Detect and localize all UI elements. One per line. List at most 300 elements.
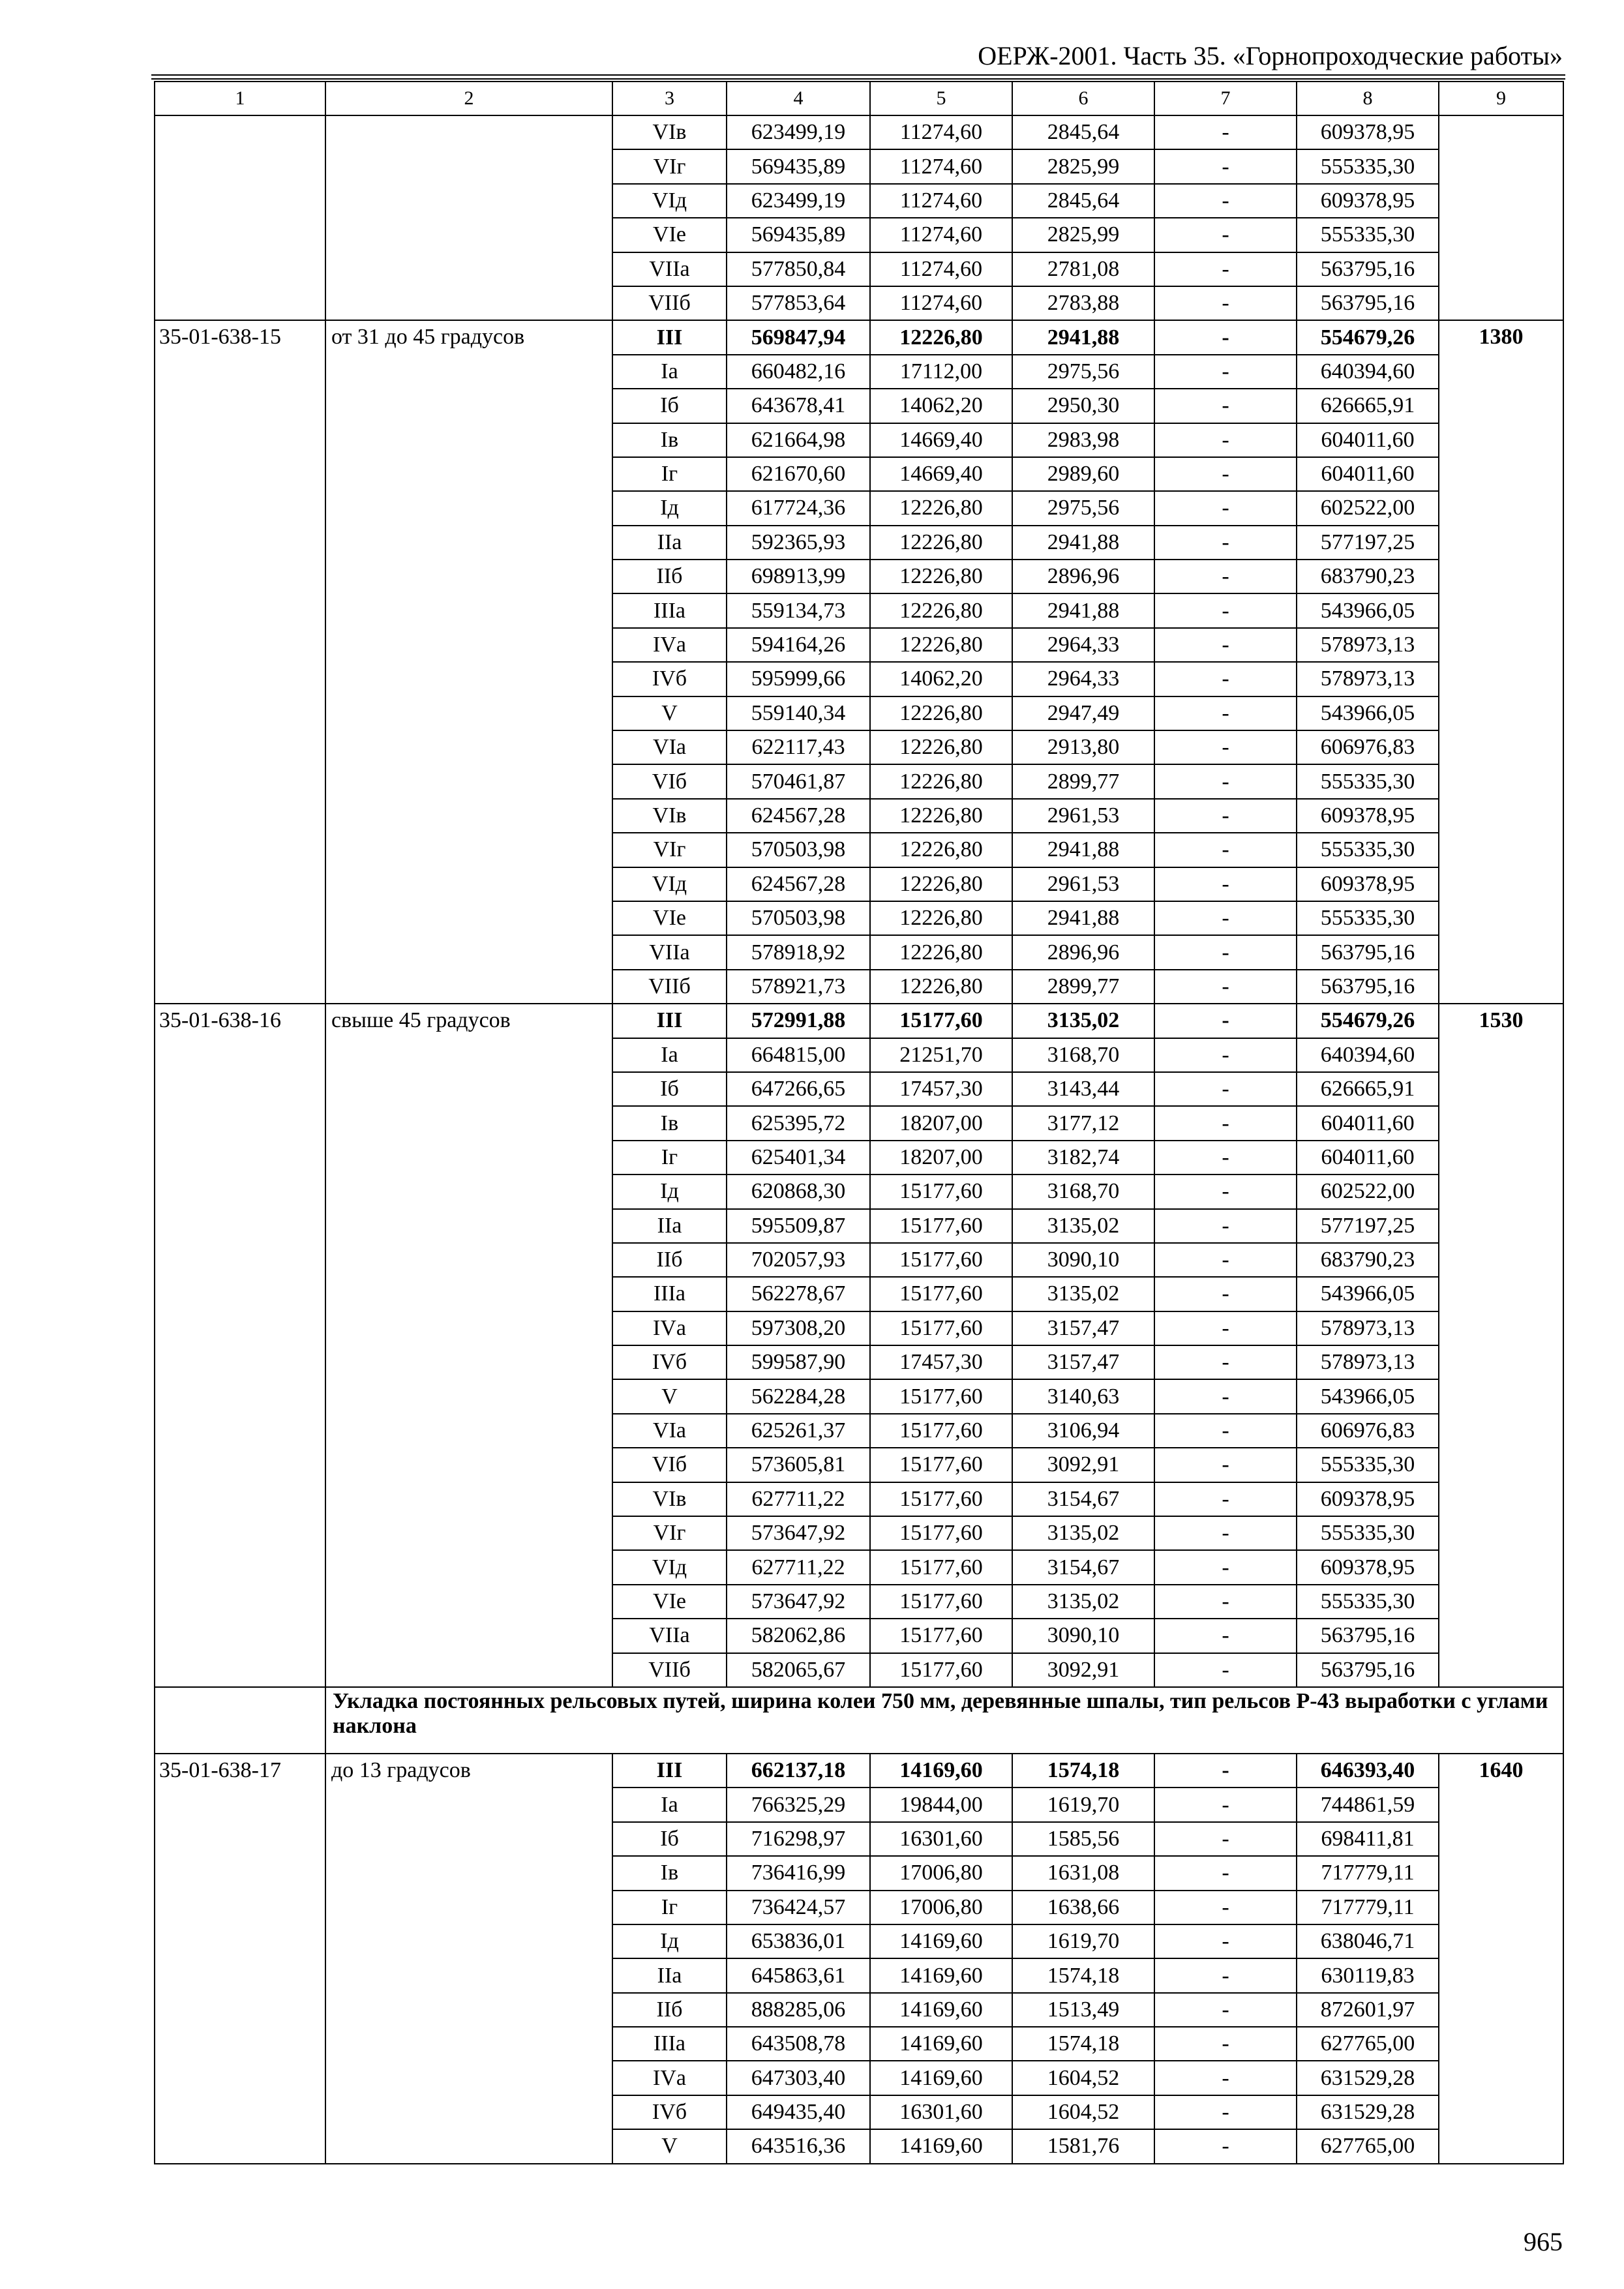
table-row [155,1004,1563,1038]
cost-category: IIа [612,1209,727,1243]
direct-costs: 562278,67 [727,1277,870,1311]
machine-operation: 3154,67 [1012,1482,1154,1516]
operator-wages: - [1154,799,1297,833]
operator-wages: - [1154,149,1297,183]
column-number: 4 [727,82,870,115]
operator-wages: - [1154,2027,1297,2061]
machine-operation: 2947,49 [1012,696,1154,730]
cost-category: Iг [612,1141,727,1174]
direct-costs: 736416,99 [727,1856,870,1890]
materials: 555335,30 [1297,764,1439,798]
labor-wages: 12226,80 [870,764,1012,798]
direct-costs: 573605,81 [727,1448,870,1482]
direct-costs: 622117,43 [727,730,870,764]
operator-wages: - [1154,1277,1297,1311]
cost-category: VIв [612,799,727,833]
cost-category: Iд [612,1174,727,1208]
operator-wages: - [1154,423,1297,457]
section-spacer-cell [155,1687,325,1754]
materials: 578973,13 [1297,628,1439,662]
page-header-title: ОЕРЖ-2001. Часть 35. «Горнопроходческие работы» [978,41,1563,70]
cost-category: III [612,1004,727,1038]
materials: 563795,16 [1297,252,1439,286]
rate-code: 35-01-638-17 [155,1754,325,2164]
labor-wages: 11274,60 [870,252,1012,286]
machine-operation: 2975,56 [1012,491,1154,525]
materials: 717779,11 [1297,1856,1439,1890]
operator-wages: - [1154,696,1297,730]
labor-wages: 14169,60 [870,2061,1012,2095]
cost-category: Iд [612,491,727,525]
labor-wages: 14669,40 [870,423,1012,457]
operator-wages: - [1154,218,1297,252]
machine-operation: 2941,88 [1012,526,1154,560]
direct-costs: 559140,34 [727,696,870,730]
labor-wages: 18207,00 [870,1141,1012,1174]
materials: 578973,13 [1297,1345,1439,1379]
cost-category: IVб [612,2095,727,2129]
operator-wages: - [1154,1653,1297,1687]
operator-wages: - [1154,970,1297,1004]
labor-wages: 14169,60 [870,1924,1012,1958]
operator-wages: - [1154,115,1297,149]
labor-wages: 14669,40 [870,457,1012,491]
machine-operation: 1619,70 [1012,1924,1154,1958]
direct-costs: 627711,22 [727,1550,870,1584]
materials: 609378,95 [1297,799,1439,833]
direct-costs: 594164,26 [727,628,870,662]
machine-operation: 2825,99 [1012,218,1154,252]
machine-operation: 3135,02 [1012,1004,1154,1038]
column-number: 1 [155,82,325,115]
materials: 604011,60 [1297,423,1439,457]
labor-wages: 12226,80 [870,593,1012,627]
direct-costs: 570503,98 [727,901,870,935]
machine-operation: 2896,96 [1012,560,1154,593]
direct-costs: 698913,99 [727,560,870,593]
cost-category: VIд [612,184,727,218]
machine-operation: 3135,02 [1012,1516,1154,1550]
column-number-row [155,82,1563,115]
cost-category: V [612,1379,727,1413]
column-number: 2 [325,82,612,115]
labor-hours: 1640 [1439,1754,1563,2164]
machine-operation: 1585,56 [1012,1822,1154,1856]
machine-operation: 3135,02 [1012,1585,1154,1619]
cost-category: Iд [612,1924,727,1958]
labor-hours: 1380 [1439,320,1563,1004]
machine-operation: 3090,10 [1012,1619,1154,1653]
machine-operation: 2941,88 [1012,593,1154,627]
cost-category: VIе [612,1585,727,1619]
labor-wages: 15177,60 [870,1379,1012,1413]
materials: 683790,23 [1297,560,1439,593]
machine-operation: 1513,49 [1012,1993,1154,2027]
rate-description: свыше 45 градусов [325,1004,612,1687]
operator-wages: - [1154,355,1297,389]
materials: 627765,00 [1297,2027,1439,2061]
operator-wages: - [1154,1822,1297,1856]
materials: 602522,00 [1297,491,1439,525]
section-heading-row [155,1687,1563,1754]
cost-category: VIIб [612,970,727,1004]
materials: 602522,00 [1297,1174,1439,1208]
materials: 631529,28 [1297,2061,1439,2095]
labor-wages: 14169,60 [870,2129,1012,2163]
direct-costs: 647266,65 [727,1072,870,1106]
direct-costs: 649435,40 [727,2095,870,2129]
operator-wages: - [1154,867,1297,901]
machine-operation: 2825,99 [1012,149,1154,183]
operator-wages: - [1154,184,1297,218]
direct-costs: 624567,28 [727,867,870,901]
operator-wages: - [1154,2095,1297,2129]
direct-costs: 570461,87 [727,764,870,798]
operator-wages: - [1154,1311,1297,1345]
cost-category: IIб [612,1243,727,1277]
cost-category: Iг [612,1891,727,1924]
labor-hours: 1530 [1439,1004,1563,1687]
operator-wages: - [1154,1993,1297,2027]
materials: 627765,00 [1297,2129,1439,2163]
cost-category: Iа [612,355,727,389]
cost-category: IVа [612,2061,727,2095]
materials: 577197,25 [1297,526,1439,560]
labor-wages: 15177,60 [870,1516,1012,1550]
labor-wages: 17112,00 [870,355,1012,389]
direct-costs: 577853,64 [727,286,870,320]
materials: 631529,28 [1297,2095,1439,2129]
machine-operation: 3177,12 [1012,1106,1154,1140]
page-number: 965 [1524,2227,1563,2256]
column-number: 3 [612,82,727,115]
table-row [155,115,1563,149]
machine-operation: 1581,76 [1012,2129,1154,2163]
operator-wages: - [1154,1106,1297,1140]
labor-wages: 15177,60 [870,1653,1012,1687]
operator-wages: - [1154,1924,1297,1958]
direct-costs: 569435,89 [727,218,870,252]
direct-costs: 623499,19 [727,115,870,149]
section-heading: Укладка постоянных рельсовых путей, ширина колеи 750 мм, деревянные шпалы, тип рельсов Р-43 выработки с углами наклона [325,1687,1563,1754]
machine-operation: 1604,52 [1012,2095,1154,2129]
direct-costs: 595999,66 [727,662,870,696]
materials: 555335,30 [1297,149,1439,183]
machine-operation: 1619,70 [1012,1788,1154,1821]
materials: 543966,05 [1297,1379,1439,1413]
cost-category: Iб [612,1822,727,1856]
cost-category: Iв [612,1856,727,1890]
direct-costs: 888285,06 [727,1993,870,2027]
rates-table-body [155,82,1563,2164]
labor-wages: 15177,60 [870,1585,1012,1619]
column-number: 7 [1154,82,1297,115]
labor-wages: 16301,60 [870,2095,1012,2129]
cost-category: Iа [612,1788,727,1821]
rate-description: от 31 до 45 градусов [325,320,612,1004]
operator-wages: - [1154,1448,1297,1482]
labor-wages: 12226,80 [870,560,1012,593]
operator-wages: - [1154,1174,1297,1208]
cost-category: Iв [612,423,727,457]
cost-category: IIIа [612,1277,727,1311]
direct-costs: 578921,73 [727,970,870,1004]
direct-costs: 562284,28 [727,1379,870,1413]
direct-costs: 617724,36 [727,491,870,525]
materials: 604011,60 [1297,1141,1439,1174]
direct-costs: 595509,87 [727,1209,870,1243]
direct-costs: 627711,22 [727,1482,870,1516]
labor-wages: 16301,60 [870,1822,1012,1856]
labor-wages: 15177,60 [870,1448,1012,1482]
labor-wages: 12226,80 [870,901,1012,935]
labor-wages: 14062,20 [870,389,1012,423]
header-rule [151,74,1565,76]
operator-wages: - [1154,1072,1297,1106]
operator-wages: - [1154,764,1297,798]
labor-wages: 12226,80 [870,799,1012,833]
cost-category: IVб [612,662,727,696]
cost-category: VIг [612,833,727,867]
cost-category: V [612,2129,727,2163]
machine-operation: 2961,53 [1012,799,1154,833]
materials: 563795,16 [1297,970,1439,1004]
column-number: 5 [870,82,1012,115]
direct-costs: 736424,57 [727,1891,870,1924]
cost-category: VIд [612,1550,727,1584]
direct-costs: 569435,89 [727,149,870,183]
operator-wages: - [1154,935,1297,969]
operator-wages: - [1154,526,1297,560]
operator-wages: - [1154,1038,1297,1072]
machine-operation: 1574,18 [1012,1958,1154,1992]
machine-operation: 2899,77 [1012,970,1154,1004]
cost-category: VIг [612,149,727,183]
operator-wages: - [1154,1585,1297,1619]
materials: 626665,91 [1297,1072,1439,1106]
cost-category: VIа [612,1414,727,1448]
direct-costs: 766325,29 [727,1788,870,1821]
cost-category: IIб [612,560,727,593]
operator-wages: - [1154,1243,1297,1277]
operator-wages: - [1154,593,1297,627]
cost-category: III [612,1754,727,1788]
cost-category: IVб [612,1345,727,1379]
cost-category: IVа [612,628,727,662]
materials: 609378,95 [1297,1482,1439,1516]
cost-category: VIв [612,115,727,149]
labor-wages: 12226,80 [870,833,1012,867]
materials: 604011,60 [1297,457,1439,491]
labor-wages: 12226,80 [870,696,1012,730]
machine-operation: 2950,30 [1012,389,1154,423]
machine-operation: 3135,02 [1012,1209,1154,1243]
machine-operation: 3092,91 [1012,1448,1154,1482]
operator-wages: - [1154,1414,1297,1448]
labor-wages: 11274,60 [870,218,1012,252]
direct-costs: 582062,86 [727,1619,870,1653]
operator-wages: - [1154,252,1297,286]
operator-wages: - [1154,901,1297,935]
rate-code: 35-01-638-15 [155,320,325,1004]
materials: 744861,59 [1297,1788,1439,1821]
rates-table [154,81,1564,2164]
direct-costs: 599587,90 [727,1345,870,1379]
labor-wages: 15177,60 [870,1243,1012,1277]
labor-wages: 15177,60 [870,1311,1012,1345]
operator-wages: - [1154,628,1297,662]
machine-operation: 2964,33 [1012,628,1154,662]
direct-costs: 643508,78 [727,2027,870,2061]
operator-wages: - [1154,1482,1297,1516]
operator-wages: - [1154,1379,1297,1413]
materials: 606976,83 [1297,730,1439,764]
machine-operation: 2975,56 [1012,355,1154,389]
labor-wages: 14169,60 [870,1993,1012,2027]
materials: 543966,05 [1297,1277,1439,1311]
machine-operation: 3157,47 [1012,1311,1154,1345]
labor-wages: 11274,60 [870,286,1012,320]
column-number: 6 [1012,82,1154,115]
cost-category: V [612,696,727,730]
labor-wages: 15177,60 [870,1619,1012,1653]
labor-wages: 19844,00 [870,1788,1012,1821]
materials: 604011,60 [1297,1106,1439,1140]
operator-wages: - [1154,1209,1297,1243]
labor-wages: 14169,60 [870,1958,1012,1992]
operator-wages: - [1154,1891,1297,1924]
operator-wages: - [1154,560,1297,593]
direct-costs: 573647,92 [727,1516,870,1550]
materials: 638046,71 [1297,1924,1439,1958]
materials: 609378,95 [1297,115,1439,149]
cost-category: VIIа [612,252,727,286]
direct-costs: 577850,84 [727,252,870,286]
direct-costs: 592365,93 [727,526,870,560]
labor-wages: 12226,80 [870,935,1012,969]
cost-category: Iа [612,1038,727,1072]
direct-costs: 625401,34 [727,1141,870,1174]
labor-wages: 17457,30 [870,1345,1012,1379]
rate-description [325,115,612,320]
direct-costs: 624567,28 [727,799,870,833]
machine-operation: 2781,08 [1012,252,1154,286]
materials: 563795,16 [1297,1619,1439,1653]
labor-wages: 12226,80 [870,320,1012,354]
rate-code [155,115,325,320]
direct-costs: 625261,37 [727,1414,870,1448]
machine-operation: 3135,02 [1012,1277,1154,1311]
machine-operation: 3143,44 [1012,1072,1154,1106]
cost-category: VIд [612,867,727,901]
operator-wages: - [1154,1141,1297,1174]
materials: 698411,81 [1297,1822,1439,1856]
direct-costs: 625395,72 [727,1106,870,1140]
labor-wages: 12226,80 [870,730,1012,764]
machine-operation: 1574,18 [1012,1754,1154,1788]
direct-costs: 572991,88 [727,1004,870,1038]
column-number: 9 [1439,82,1563,115]
table-row [155,320,1563,354]
materials: 609378,95 [1297,1550,1439,1584]
labor-wages: 12226,80 [870,526,1012,560]
direct-costs: 653836,01 [727,1924,870,1958]
materials: 555335,30 [1297,1585,1439,1619]
labor-wages: 15177,60 [870,1174,1012,1208]
materials: 683790,23 [1297,1243,1439,1277]
machine-operation: 3168,70 [1012,1038,1154,1072]
materials: 640394,60 [1297,1038,1439,1072]
machine-operation: 3157,47 [1012,1345,1154,1379]
labor-wages: 12226,80 [870,491,1012,525]
cost-category: IIIа [612,593,727,627]
labor-wages: 15177,60 [870,1209,1012,1243]
materials: 609378,95 [1297,867,1439,901]
machine-operation: 2913,80 [1012,730,1154,764]
direct-costs: 621670,60 [727,457,870,491]
labor-wages: 21251,70 [870,1038,1012,1072]
direct-costs: 570503,98 [727,833,870,867]
machine-operation: 1631,08 [1012,1856,1154,1890]
cost-category: IIб [612,1993,727,2027]
cost-category: IIа [612,526,727,560]
operator-wages: - [1154,2129,1297,2163]
operator-wages: - [1154,1004,1297,1038]
materials: 578973,13 [1297,662,1439,696]
direct-costs: 643678,41 [727,389,870,423]
operator-wages: - [1154,1516,1297,1550]
labor-hours [1439,115,1563,320]
materials: 554679,26 [1297,320,1439,354]
materials: 543966,05 [1297,593,1439,627]
direct-costs: 660482,16 [727,355,870,389]
machine-operation: 3092,91 [1012,1653,1154,1687]
labor-wages: 17457,30 [870,1072,1012,1106]
labor-wages: 15177,60 [870,1482,1012,1516]
machine-operation: 2983,98 [1012,423,1154,457]
materials: 555335,30 [1297,901,1439,935]
labor-wages: 15177,60 [870,1277,1012,1311]
direct-costs: 597308,20 [727,1311,870,1345]
materials: 543966,05 [1297,696,1439,730]
materials: 555335,30 [1297,833,1439,867]
operator-wages: - [1154,491,1297,525]
direct-costs: 573647,92 [727,1585,870,1619]
machine-operation: 3140,63 [1012,1379,1154,1413]
machine-operation: 2941,88 [1012,320,1154,354]
machine-operation: 2964,33 [1012,662,1154,696]
materials: 555335,30 [1297,218,1439,252]
machine-operation: 1638,66 [1012,1891,1154,1924]
materials: 630119,83 [1297,1958,1439,1992]
machine-operation: 2896,96 [1012,935,1154,969]
direct-costs: 643516,36 [727,2129,870,2163]
cost-category: VIа [612,730,727,764]
machine-operation: 1574,18 [1012,2027,1154,2061]
machine-operation: 3106,94 [1012,1414,1154,1448]
operator-wages: - [1154,389,1297,423]
direct-costs: 621664,98 [727,423,870,457]
materials: 563795,16 [1297,286,1439,320]
materials: 626665,91 [1297,389,1439,423]
cost-category: Iб [612,1072,727,1106]
direct-costs: 702057,93 [727,1243,870,1277]
column-number: 8 [1297,82,1439,115]
cost-category: VIг [612,1516,727,1550]
direct-costs: 716298,97 [727,1822,870,1856]
labor-wages: 15177,60 [870,1004,1012,1038]
operator-wages: - [1154,2061,1297,2095]
